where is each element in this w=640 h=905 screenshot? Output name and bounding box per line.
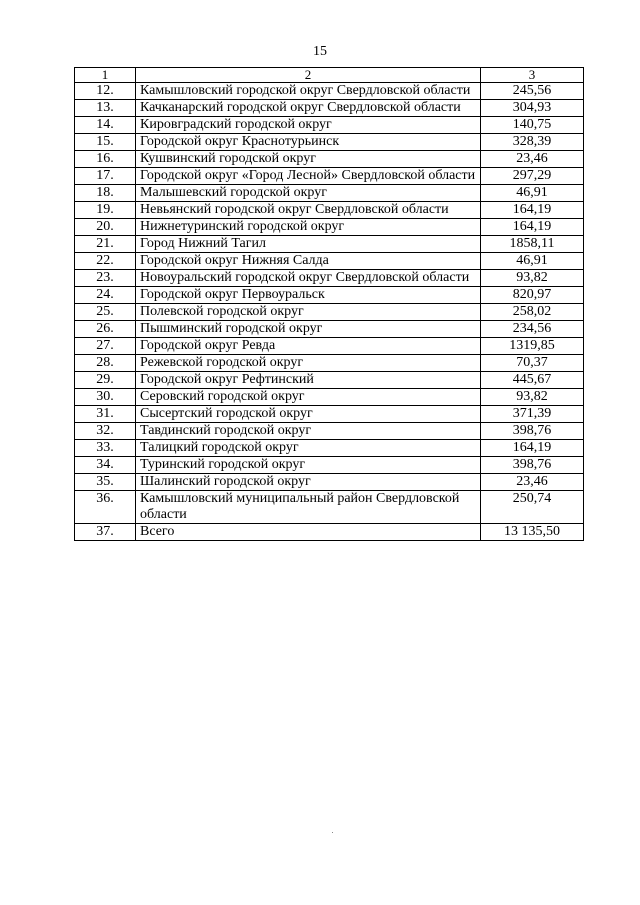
table-row: [75, 491, 584, 524]
row-number: 33.: [75, 440, 136, 457]
row-number: 21.: [75, 236, 136, 253]
table-row: [75, 185, 584, 202]
row-number: 35.: [75, 474, 136, 491]
municipality-name: Сысертский городской округ: [136, 406, 481, 423]
table-row: [75, 287, 584, 304]
row-number: 16.: [75, 151, 136, 168]
scan-speck: [332, 832, 333, 833]
row-value: 164,19: [481, 202, 584, 219]
row-number: 15.: [75, 134, 136, 151]
municipality-name: Невьянский городской округ Свердловской области: [136, 202, 481, 219]
row-number: 20.: [75, 219, 136, 236]
table-row: [75, 219, 584, 236]
municipality-name: Городской округ Первоуральск: [136, 287, 481, 304]
row-value: 328,39: [481, 134, 584, 151]
row-value: 93,82: [481, 389, 584, 406]
municipality-name: Камышловский городской округ Свердловской области: [136, 83, 481, 100]
row-value: 23,46: [481, 151, 584, 168]
row-number: 37.: [75, 524, 136, 541]
row-number: 23.: [75, 270, 136, 287]
row-value: 445,67: [481, 372, 584, 389]
row-value: 1319,85: [481, 338, 584, 355]
row-number: 18.: [75, 185, 136, 202]
row-value: 164,19: [481, 219, 584, 236]
row-number: 28.: [75, 355, 136, 372]
municipality-name: Тавдинский городской округ: [136, 423, 481, 440]
row-number: 22.: [75, 253, 136, 270]
row-value: 371,39: [481, 406, 584, 423]
table-row: [75, 117, 584, 134]
table-row: [75, 524, 584, 541]
row-value: 93,82: [481, 270, 584, 287]
row-number: 27.: [75, 338, 136, 355]
row-value: 245,56: [481, 83, 584, 100]
table-row: [75, 372, 584, 389]
row-value: 297,29: [481, 168, 584, 185]
row-value: 234,56: [481, 321, 584, 338]
table-header-row: [75, 68, 584, 83]
table-row: [75, 440, 584, 457]
municipality-name: Городской округ Ревда: [136, 338, 481, 355]
municipality-name: Всего: [136, 524, 481, 541]
page-number: 15: [313, 44, 327, 59]
municipality-name: Город Нижний Тагил: [136, 236, 481, 253]
municipality-name: Городской округ Краснотурьинск: [136, 134, 481, 151]
table-row: [75, 321, 584, 338]
table-row: [75, 423, 584, 440]
municipality-name: Серовский городской округ: [136, 389, 481, 406]
table-row: [75, 389, 584, 406]
allocation-table: [74, 67, 584, 541]
row-value: 820,97: [481, 287, 584, 304]
municipality-name: Городской округ Рефтинский: [136, 372, 481, 389]
table-row: [75, 406, 584, 423]
municipality-name: Режевской городской округ: [136, 355, 481, 372]
table-row: [75, 355, 584, 372]
table-row: [75, 236, 584, 253]
municipality-name: Городской округ Нижняя Салда: [136, 253, 481, 270]
municipality-name: Новоуральский городской округ Свердловской области: [136, 270, 481, 287]
table-row: [75, 474, 584, 491]
table-row: [75, 134, 584, 151]
row-number: 17.: [75, 168, 136, 185]
row-value: 70,37: [481, 355, 584, 372]
row-number: 32.: [75, 423, 136, 440]
row-value: 46,91: [481, 185, 584, 202]
row-value: 1858,11: [481, 236, 584, 253]
table-row: [75, 83, 584, 100]
row-value: 46,91: [481, 253, 584, 270]
row-value: 258,02: [481, 304, 584, 321]
row-value: 23,46: [481, 474, 584, 491]
municipality-name: Качканарский городской округ Свердловской области: [136, 100, 481, 117]
municipality-name: Пышминский городской округ: [136, 321, 481, 338]
row-value: 164,19: [481, 440, 584, 457]
row-number: 29.: [75, 372, 136, 389]
row-value: 304,93: [481, 100, 584, 117]
row-value: 13 135,50: [481, 524, 584, 541]
municipality-name: Малышевский городской округ: [136, 185, 481, 202]
table-row: [75, 168, 584, 185]
row-number: 25.: [75, 304, 136, 321]
table-row: [75, 338, 584, 355]
row-number: 14.: [75, 117, 136, 134]
row-number: 13.: [75, 100, 136, 117]
row-number: 19.: [75, 202, 136, 219]
municipality-name: Кировградский городской округ: [136, 117, 481, 134]
row-value: 398,76: [481, 423, 584, 440]
table-row: [75, 151, 584, 168]
municipality-name: Камышловский муниципальный район Свердловской области: [136, 491, 481, 524]
row-number: 26.: [75, 321, 136, 338]
row-value: 250,74: [481, 491, 584, 524]
row-number: 24.: [75, 287, 136, 304]
row-value: 140,75: [481, 117, 584, 134]
row-value: 398,76: [481, 457, 584, 474]
table-row: [75, 253, 584, 270]
municipality-name: Кушвинский городской округ: [136, 151, 481, 168]
row-number: 36.: [75, 491, 136, 524]
municipality-name: Талицкий городской округ: [136, 440, 481, 457]
table-row: [75, 202, 584, 219]
table-row: [75, 270, 584, 287]
municipality-name: Шалинский городской округ: [136, 474, 481, 491]
municipality-name: Туринский городской округ: [136, 457, 481, 474]
municipality-name: Полевской городской округ: [136, 304, 481, 321]
table-row: [75, 100, 584, 117]
column-header-1: 1: [75, 68, 136, 83]
column-header-3: 3: [481, 68, 584, 83]
table-row: [75, 304, 584, 321]
municipality-name: Городской округ «Город Лесной» Свердловской области: [136, 168, 481, 185]
table-row: [75, 457, 584, 474]
column-header-2: 2: [136, 68, 481, 83]
row-number: 12.: [75, 83, 136, 100]
municipality-name: Нижнетуринский городской округ: [136, 219, 481, 236]
row-number: 30.: [75, 389, 136, 406]
row-number: 31.: [75, 406, 136, 423]
row-number: 34.: [75, 457, 136, 474]
